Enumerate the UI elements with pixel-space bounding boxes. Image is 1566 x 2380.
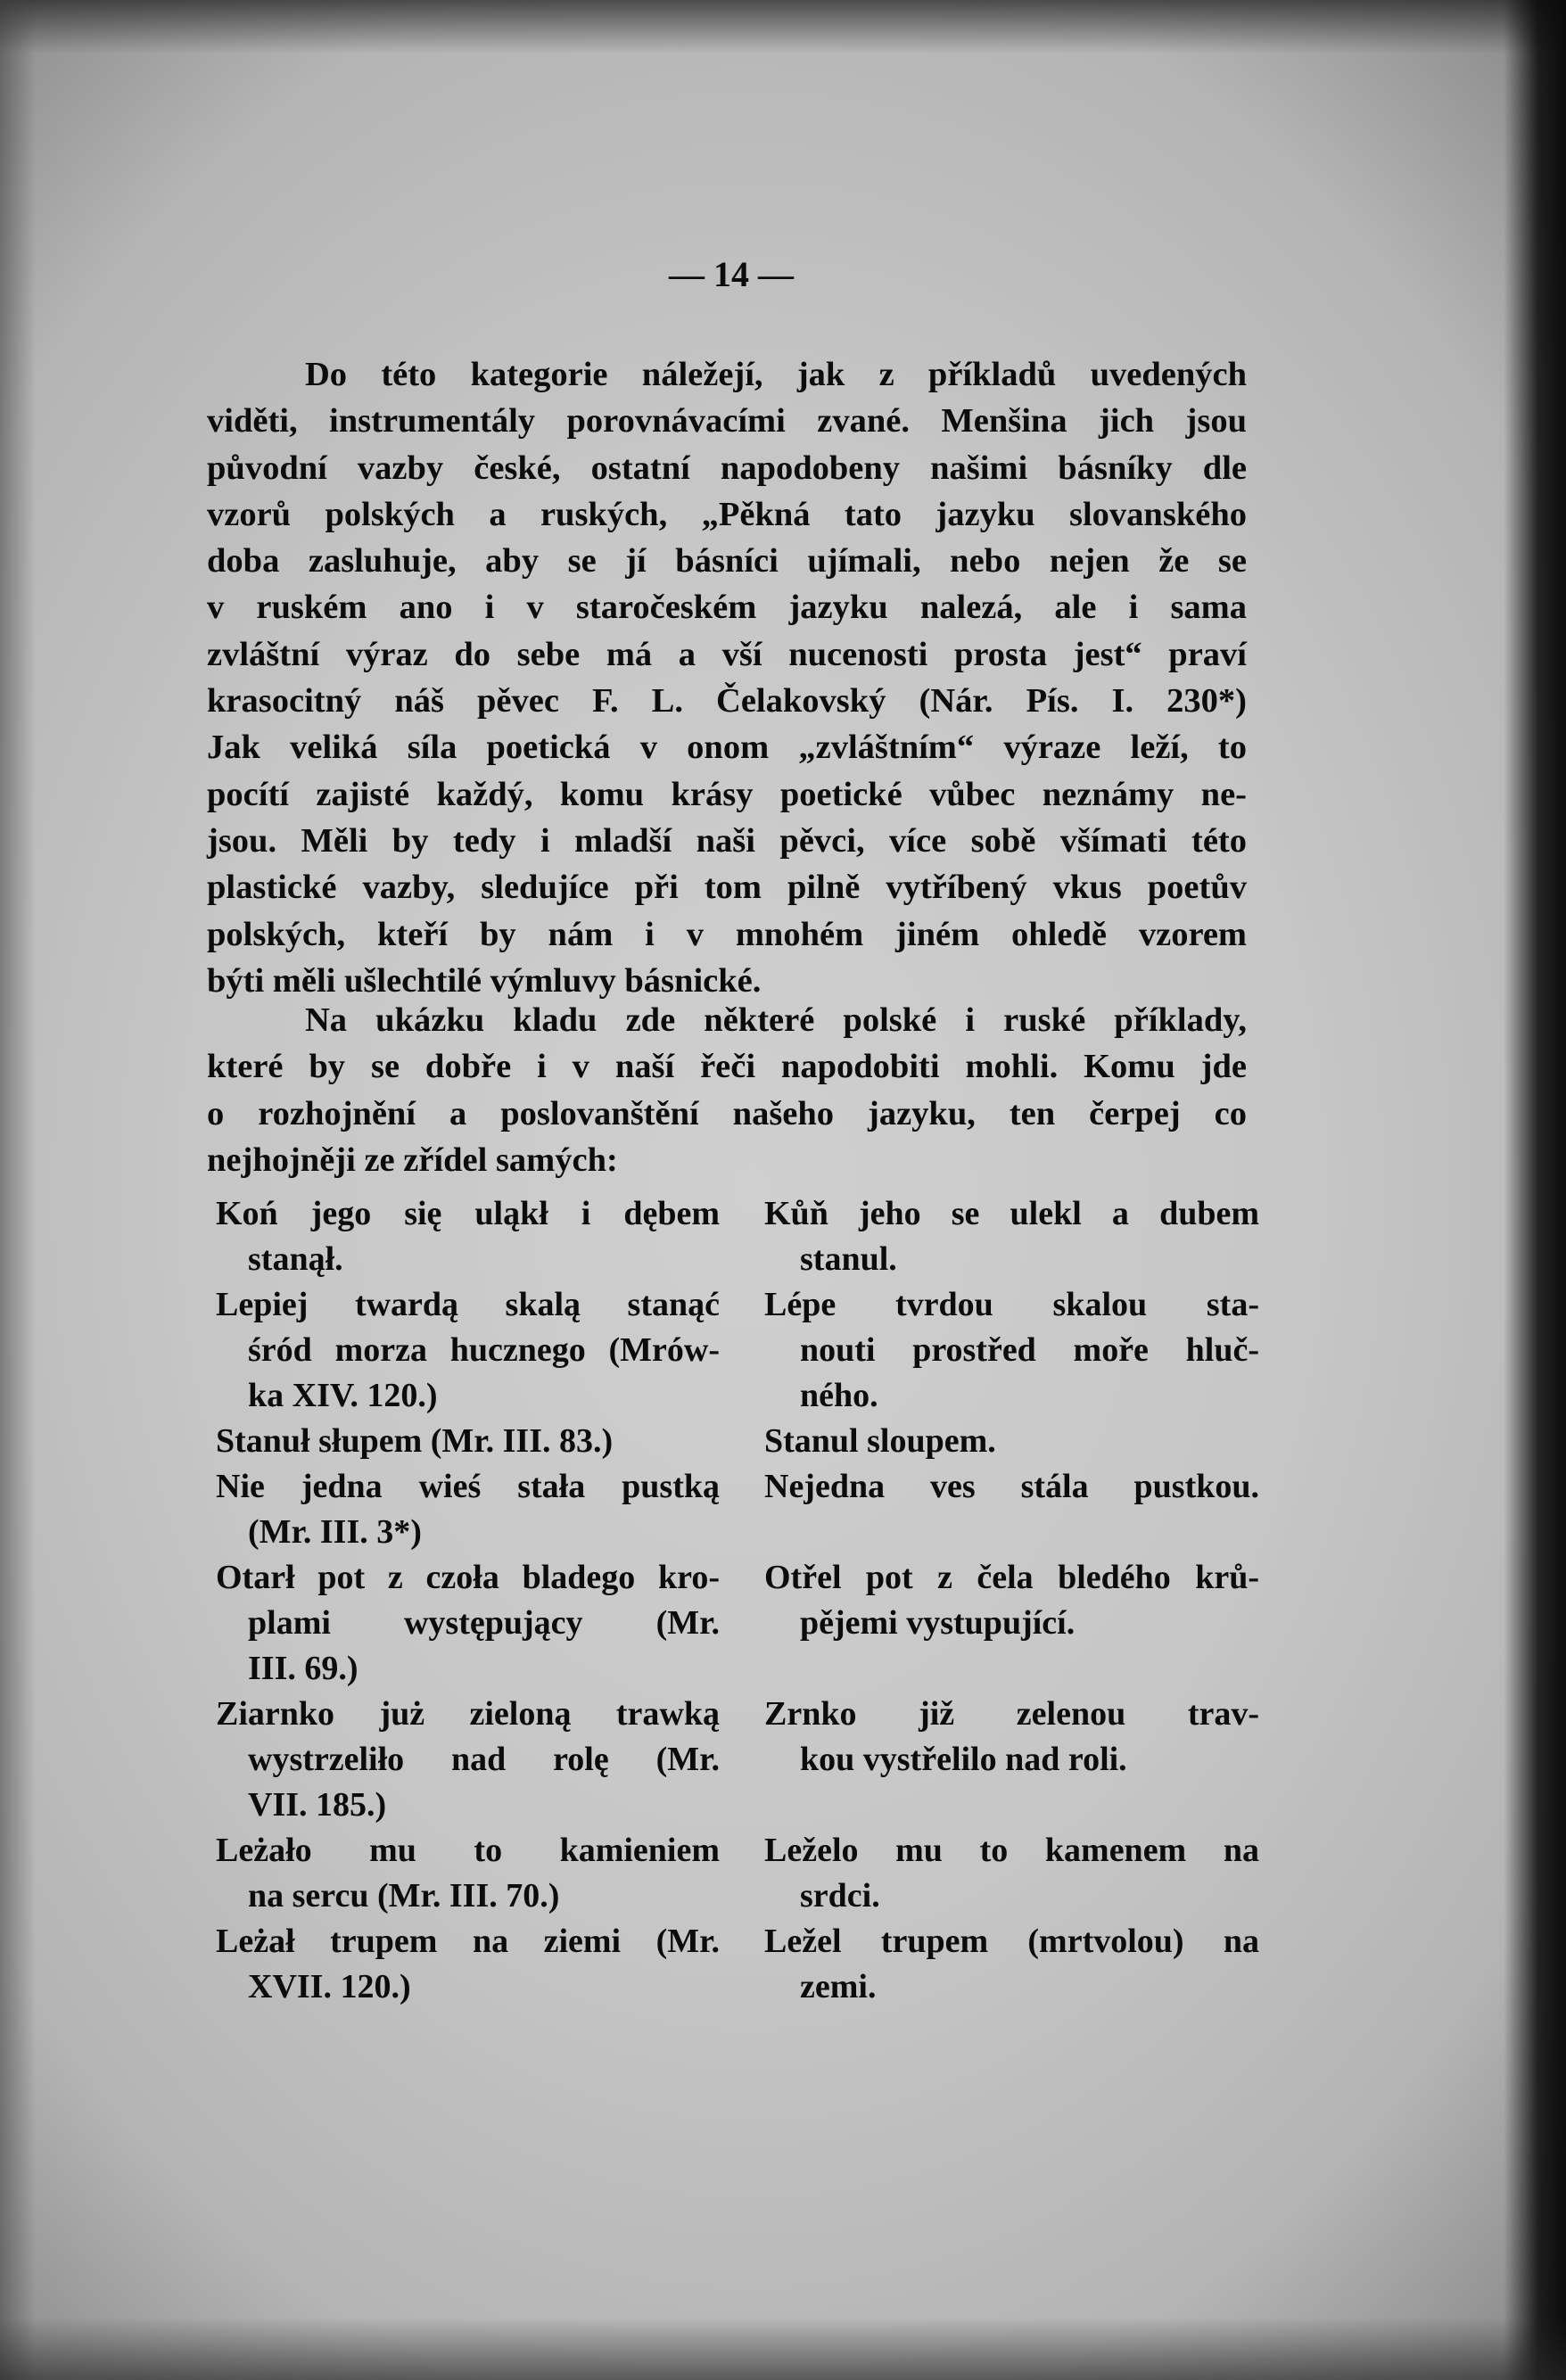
- polish-example: [216, 1555, 720, 1692]
- polish-line: Stanuł słupem (Mr. III. 83.): [216, 1422, 614, 1460]
- scan-shadow-right: [1504, 0, 1566, 2380]
- polish-line: Nie jedna wieś stała pustką: [216, 1468, 720, 1505]
- polish-line: Koń jego się uląkł i dębem: [216, 1195, 720, 1232]
- czech-line: Zrnko již zelenou trav-: [764, 1695, 1259, 1733]
- example-row: [216, 1419, 1259, 1464]
- polish-example: [216, 1464, 720, 1555]
- paragraph-examples-intro: [207, 997, 1247, 1183]
- czech-line: Nejedna ves stála pustkou.: [764, 1468, 1259, 1505]
- czech-line: Stanul sloupem.: [764, 1422, 996, 1460]
- czech-translation: [764, 1191, 1259, 1282]
- example-row: [216, 1828, 1259, 1919]
- paragraph-instrumentals: [207, 351, 1247, 1004]
- czech-translation: [764, 1919, 1259, 2010]
- czech-translation: [764, 1692, 1259, 1828]
- czech-translation: [764, 1419, 1259, 1464]
- czech-line: stanul.: [800, 1240, 897, 1278]
- text-line: v ruském ano i v staročeském jazyku nalezá, ale i sama: [207, 589, 1247, 627]
- polish-line: Otarł pot z czoła bladego kro-: [216, 1559, 720, 1596]
- example-row: [216, 1555, 1259, 1692]
- polish-example: [216, 1919, 720, 2010]
- polish-example: [216, 1692, 720, 1828]
- polish-line: stanął.: [248, 1240, 343, 1278]
- text-line: které by se dobře i v naší řeči napodobiti mohli. Komu jde: [207, 1048, 1247, 1086]
- text-line: Na ukázku kladu zde některé polské i ruské příklady,: [305, 1001, 1247, 1039]
- polish-line: XVII. 120.): [248, 1968, 411, 2005]
- text-line: doba zasluhuje, aby se jí básníci ujímali, nebo nejen že se: [207, 542, 1247, 581]
- czech-line: Leželo mu to kamenem na: [764, 1832, 1259, 1869]
- polish-line: Lepiej twardą skalą stanąć: [216, 1286, 720, 1323]
- text-line: krasocitný náš pěvec F. L. Čelakovský (Nár. Pís. I. 230*): [207, 682, 1247, 721]
- page-number: — 14 —: [669, 254, 794, 294]
- polish-example: [216, 1191, 720, 1282]
- text-line: polských, kteří by nám i v mnohém jiném ohledě vzorem: [207, 915, 1247, 953]
- polish-line: na sercu (Mr. III. 70.): [248, 1877, 560, 1915]
- example-row: [216, 1282, 1259, 1419]
- text-line: plastické vazby, sledujíce při tom pilně vytříbený vkus poetův: [207, 869, 1247, 907]
- czech-line: zemi.: [800, 1968, 877, 2005]
- czech-line: kou vystřelilo nad roli.: [800, 1741, 1127, 1778]
- text-line: původní vazby české, ostatní napodobeny našimi básníky dle: [207, 449, 1247, 487]
- text-line: býti měli ušlechtilé výmluvy básnické.: [207, 961, 762, 1000]
- czech-line: Kůň jeho se ulekl a dubem: [764, 1195, 1259, 1232]
- text-line: pocítí zajisté každý, komu krásy poetické vůbec neznámy ne-: [207, 775, 1247, 813]
- example-row: [216, 1464, 1259, 1555]
- czech-translation: [764, 1555, 1259, 1692]
- polish-example: [216, 1828, 720, 1919]
- text-line: jsou. Měli by tedy i mladší naši pěvci, více sobě všímati této: [207, 821, 1247, 860]
- czech-translation: [764, 1282, 1259, 1419]
- text-line: o rozhojnění a poslovanštění našeho jazyku, ten čerpej co: [207, 1094, 1247, 1132]
- polish-line: ka XIV. 120.): [248, 1377, 438, 1414]
- czech-translation: [764, 1828, 1259, 1919]
- czech-line: Lépe tvrdou skalou sta-: [764, 1286, 1259, 1323]
- text-line: nejhojněji ze zřídel samých:: [207, 1141, 618, 1179]
- polish-line: Ziarnko już zieloną trawką: [216, 1695, 720, 1733]
- polish-line: wystrzeliło nad rolę (Mr.: [248, 1741, 720, 1778]
- polish-line: śród morza hucznego (Mrów-: [248, 1331, 720, 1369]
- text-line: Jak veliká síla poetická v onom „zvláštním“ výraze leží, to: [207, 729, 1247, 767]
- text-line: zvláštní výraz do sebe má a vší nucenosti prosta jest“ praví: [207, 635, 1247, 673]
- polish-line: Leżało mu to kamieniem: [216, 1832, 720, 1869]
- polish-line: Leżał trupem na ziemi (Mr.: [216, 1923, 720, 1960]
- polish-line: (Mr. III. 3*): [248, 1513, 422, 1551]
- polish-line: plami występujący (Mr.: [248, 1604, 720, 1642]
- polish-example: [216, 1282, 720, 1419]
- czech-line: ného.: [800, 1377, 878, 1414]
- scan-shadow-top: [0, 0, 1566, 54]
- polish-line: III. 69.): [248, 1650, 359, 1687]
- text-line: Do této kategorie náležejí, jak z příkladů uvedených: [305, 356, 1247, 393]
- text-line: viděti, instrumentály porovnávacími zvané. Menšina jich jsou: [207, 402, 1247, 441]
- polish-example: [216, 1419, 720, 1464]
- czech-line: Ležel trupem (mrtvolou) na: [764, 1923, 1259, 1960]
- polish-line: VII. 185.): [248, 1786, 387, 1824]
- example-row: [216, 1191, 1259, 1282]
- scan-shadow-bottom: [0, 2318, 1566, 2380]
- czech-translation: [764, 1464, 1259, 1555]
- czech-line: srdci.: [800, 1877, 880, 1915]
- czech-line: pějemi vystupující.: [800, 1604, 1076, 1642]
- czech-line: nouti prostřed moře hluč-: [800, 1331, 1259, 1369]
- example-row: [216, 1919, 1259, 2010]
- scan-shadow-left: [0, 0, 36, 2380]
- text-line: vzorů polských a ruských, „Pěkná tato jazyku slovanského: [207, 495, 1247, 533]
- example-table: [216, 1191, 1259, 2010]
- czech-line: Otřel pot z čela bledého krů-: [764, 1559, 1259, 1596]
- example-row: [216, 1692, 1259, 1828]
